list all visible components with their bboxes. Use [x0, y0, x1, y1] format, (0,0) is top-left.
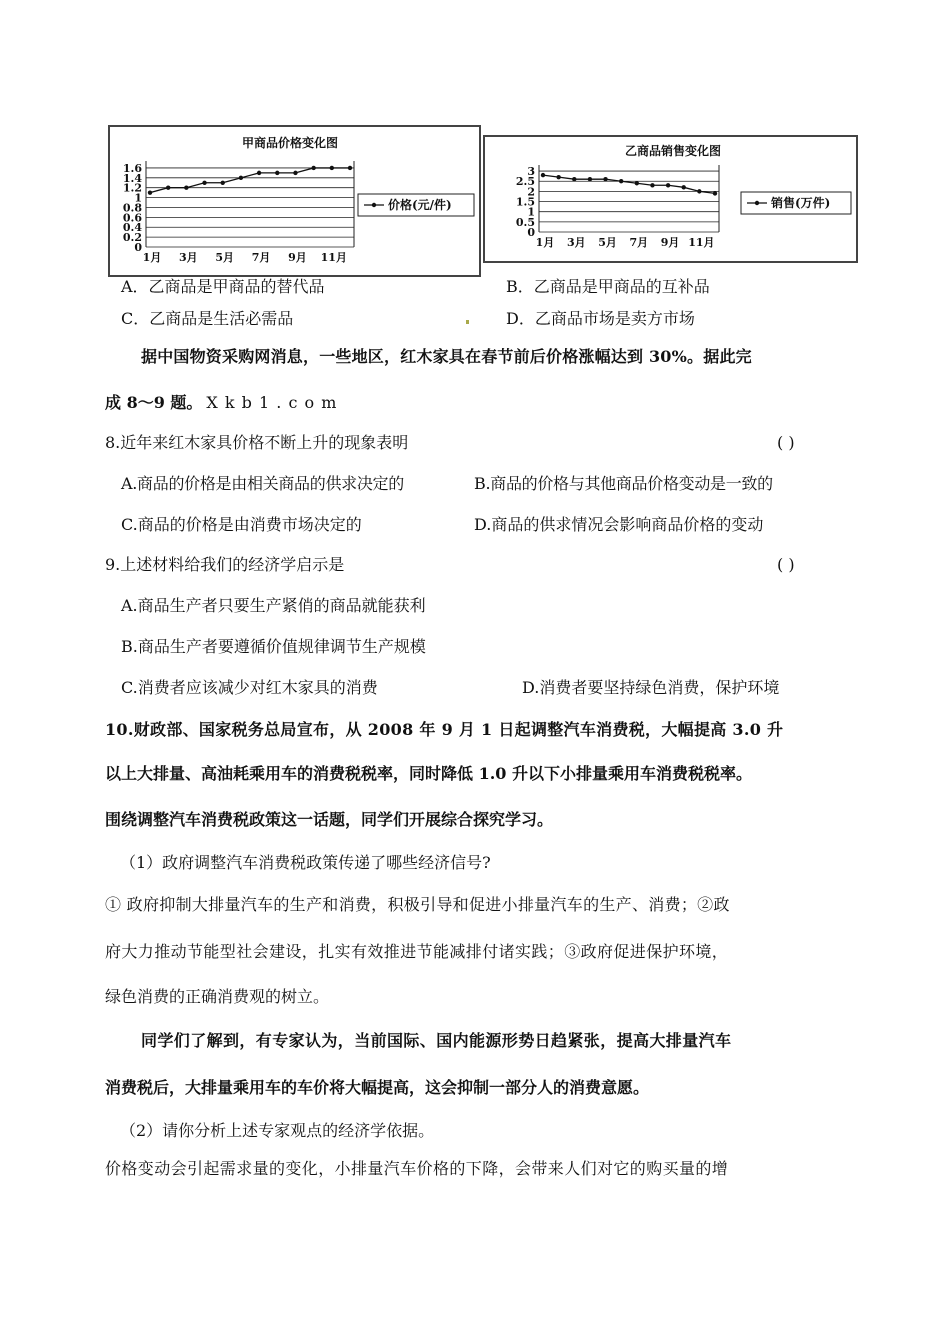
q8-option-b: B.商品的价格与其他商品价格变动是一致的	[474, 474, 773, 493]
y-tick-label: 0.8	[122, 201, 142, 215]
data-point	[713, 191, 717, 195]
x-tick-label: 5月	[598, 236, 617, 249]
q7-option-d: D．乙商品市场是卖方市场	[506, 309, 695, 328]
data-point	[184, 186, 188, 190]
q9-option-b: B.商品生产者要遵循价值规律调节生产规模	[121, 637, 426, 656]
q10-material-line-1: 同学们了解到，有专家认为，当前国际、国内能源形势日趋紧张，提高大排量汽车	[141, 1031, 732, 1050]
q10-sub-question-1: （1）政府调整汽车消费税政策传递了哪些经济信号?	[120, 853, 491, 872]
data-point	[541, 173, 545, 177]
data-point	[239, 176, 243, 180]
q10-material-line-2: 消费税后，大排量乘用车的车价将大幅提高，这会抑制一部分人的消费意愿。	[105, 1078, 650, 1097]
q10-answer-1-line-3: 绿色消费的正确消费观的树立。	[105, 987, 330, 1006]
data-point	[330, 166, 334, 170]
y-tick-label: 0.4	[122, 221, 142, 235]
x-tick-label: 7月	[251, 251, 271, 264]
x-tick-label: 9月	[660, 236, 680, 249]
x-tick-label: 9月	[288, 251, 307, 264]
data-point	[221, 181, 225, 185]
data-point	[682, 185, 686, 189]
legend-label: 价格(元/件)	[388, 198, 452, 212]
watermark-text: X k b 1 . c o m	[206, 393, 338, 412]
legend-marker	[755, 201, 759, 205]
y-tick-label: 2.5	[515, 175, 535, 189]
intro-line-2	[105, 392, 337, 414]
data-point	[202, 181, 206, 185]
y-tick-label: 0.2	[122, 231, 142, 245]
legend-marker	[372, 203, 376, 207]
x-tick-label: 3月	[179, 251, 198, 264]
y-tick-label: 1.2	[122, 181, 142, 195]
q8-answer-paren: ( )	[777, 433, 795, 452]
q9-option-c: C.消费者应该减少对红木家具的消费	[121, 678, 378, 697]
x-tick-label: 11月	[688, 236, 715, 249]
data-point	[572, 177, 576, 181]
chart-title: 乙商品销售变化图	[624, 144, 722, 158]
data-point	[275, 171, 279, 175]
q10-sub-question-2: （2）请你分析上述专家观点的经济学依据。	[120, 1121, 435, 1140]
x-tick-label: 1月	[142, 251, 162, 264]
price-chart-a	[108, 125, 481, 277]
data-point	[619, 179, 623, 183]
data-point	[666, 183, 670, 187]
q7-option-a: A．乙商品是甲商品的替代品	[121, 277, 325, 296]
q7-option-b: B．乙商品是甲商品的互补品	[506, 277, 710, 296]
data-point	[635, 181, 639, 185]
price-chart-a-svg	[110, 127, 479, 275]
y-tick-label: 1.5	[515, 195, 535, 209]
intro-line-2-text: 成 8～9 题。	[105, 393, 203, 412]
q10-answer-2-line-1: 价格变动会引起需求量的变化，小排量汽车价格的下降，会带来人们对它的购买量的增	[105, 1159, 729, 1178]
x-tick-label: 1月	[535, 236, 555, 249]
y-tick-label: 3	[527, 165, 535, 179]
data-point	[650, 183, 654, 187]
x-tick-label: 3月	[566, 236, 586, 249]
data-point	[588, 177, 592, 181]
x-tick-label: 11月	[320, 251, 347, 264]
data-point	[148, 190, 152, 194]
series-line	[543, 175, 715, 193]
data-point	[257, 171, 261, 175]
intro-line-1: 据中国物资采购网消息，一些地区，红木家具在春节前后价格涨幅达到 30%。据此完	[141, 347, 752, 366]
q8-stem: 8.近年来红木家具价格不断上升的现象表明	[105, 433, 409, 452]
data-point	[293, 171, 297, 175]
q10-para-line-3: 围绕调整汽车消费税政策这一话题，同学们开展综合探究学习。	[105, 810, 554, 829]
y-tick-label: 1.4	[122, 171, 142, 185]
data-point	[166, 186, 170, 190]
y-tick-label: 1	[527, 205, 535, 219]
q9-option-d: D.消费者要坚持绿色消费，保护环境	[522, 678, 780, 697]
y-tick-label: 1	[134, 191, 142, 205]
q7-option-c: C．乙商品是生活必需品	[121, 309, 294, 328]
x-tick-label: 5月	[215, 251, 235, 264]
sales-chart-b	[483, 135, 858, 263]
data-point	[697, 189, 701, 193]
series-line	[150, 168, 350, 193]
y-tick-label: 0	[134, 241, 142, 254]
x-tick-label: 7月	[629, 236, 649, 249]
q9-answer-paren: ( )	[777, 555, 795, 574]
q8-option-c: C.商品的价格是由消费市场决定的	[121, 515, 362, 534]
q9-option-a: A.商品生产者只要生产紧俏的商品就能获利	[121, 596, 426, 615]
q9-stem: 9.上述材料给我们的经济学启示是	[105, 555, 345, 574]
data-point	[556, 175, 560, 179]
q10-answer-1-line-1: ① 政府抑制大排量汽车的生产和消费，积极引导和促进小排量汽车的生产、消费；②政	[105, 895, 730, 914]
legend-label: 销售(万件)	[771, 196, 831, 210]
sales-chart-b-svg	[485, 137, 856, 261]
data-point	[603, 177, 607, 181]
q10-answer-1-line-2: 府大力推动节能型社会建设，扎实有效推进节能减排付诸实践；③政府促进保护环境，	[105, 942, 729, 961]
y-tick-label: 0	[527, 226, 535, 239]
chart-title: 甲商品价格变化图	[241, 136, 339, 150]
y-tick-label: 0.5	[515, 215, 535, 229]
q10-para-line-2: 以上大排量、高油耗乘用车的消费税税率，同时降低 1.0 升以下小排量乘用车消费税税率。	[105, 764, 752, 783]
data-point	[348, 166, 352, 170]
data-point	[311, 166, 315, 170]
y-tick-label: 2	[527, 185, 535, 199]
q8-option-d: D.商品的供求情况会影响商品价格的变动	[474, 515, 764, 534]
q10-para-line-1: 10.财政部、国家税务总局宣布，从 2008 年 9 月 1 日起调整汽车消费税，大幅提高 3.0 升	[105, 720, 784, 739]
y-tick-label: 0.6	[122, 211, 142, 225]
stray-dot	[466, 320, 469, 324]
q8-option-a: A.商品的价格是由相关商品的供求决定的	[121, 474, 404, 493]
y-tick-label: 1.6	[122, 161, 142, 175]
